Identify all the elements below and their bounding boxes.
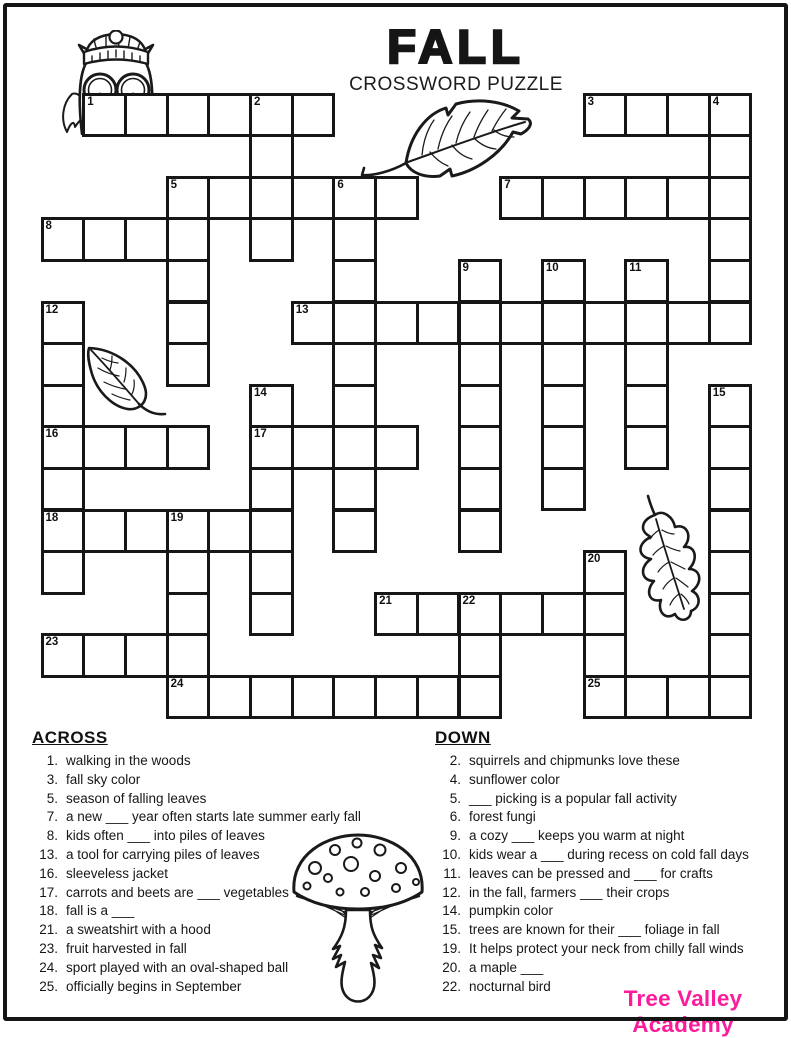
clue-number: 10. [442,846,461,862]
clue-number: 13. [39,846,58,862]
clue-number: 6. [449,809,461,825]
clue-text: trees are known for their ___ foliage in fall [469,922,720,938]
grid-cell[interactable] [41,217,86,262]
grid-cell[interactable] [249,384,294,429]
grid-cell[interactable] [249,550,294,595]
across-header: ACROSS [32,728,108,747]
grid-cell[interactable] [416,301,461,346]
cell-number: 10 [545,261,559,274]
grid-cell[interactable] [207,93,252,138]
clue-item [435,808,787,827]
grid-cell[interactable] [624,675,669,720]
clue-number: 23. [39,940,58,956]
clue-text: forest fungi [469,809,536,825]
cell-number: 1 [87,95,94,108]
grid-cell[interactable] [624,259,669,304]
grid-cell[interactable] [82,425,127,470]
clue-number: 14. [442,903,461,919]
grid-cell[interactable] [207,675,252,720]
grid-cell[interactable] [124,93,169,138]
grid-cell[interactable] [624,176,669,221]
grid-cell[interactable] [249,592,294,637]
grid-cell[interactable] [124,425,169,470]
cell-number: 2 [254,95,261,108]
grid-cell[interactable] [708,550,753,595]
grid-cell[interactable] [708,509,753,554]
grid-cell[interactable] [458,592,503,637]
grid-cell[interactable] [666,176,711,221]
grid-cell[interactable] [458,259,503,304]
grid-cell[interactable] [207,176,252,221]
grid-cell[interactable] [666,93,711,138]
clue-item [435,902,787,921]
grid-cell[interactable] [82,633,127,678]
cell-number: 21 [379,594,392,607]
grid-cell[interactable] [708,134,753,179]
clue-text: a tool for carrying piles of leaves [66,846,260,862]
grid-cell[interactable] [332,217,377,262]
grid-cell[interactable] [291,176,336,221]
grid-cell[interactable] [583,93,628,138]
clue-item [435,846,787,865]
grid-cell[interactable] [166,176,211,221]
grid-cell[interactable] [458,384,503,429]
grid-cell[interactable] [166,550,211,595]
cell-number: 7 [504,178,511,191]
grid-cell[interactable] [166,93,211,138]
grid-cell[interactable] [249,176,294,221]
grid-cell[interactable] [374,301,419,346]
clue-item [32,865,432,884]
grid-cell[interactable] [583,301,628,346]
grid-cell[interactable] [458,509,503,554]
clue-item [435,752,787,771]
grid-cell[interactable] [708,259,753,304]
clue-item [32,921,432,940]
clue-text: a maple ___ [469,959,544,975]
grid-cell[interactable] [541,301,586,346]
grid-cell[interactable] [249,509,294,554]
grid-cell[interactable] [374,425,419,470]
grid-cell[interactable] [332,301,377,346]
grid-cell[interactable] [708,384,753,429]
clue-number: 9. [449,828,461,844]
clue-text: pumpkin color [469,903,554,919]
grid-cell[interactable] [207,509,252,554]
grid-cell[interactable] [541,384,586,429]
grid-cell[interactable] [124,217,169,262]
clue-item [435,921,787,940]
grid-cell[interactable] [583,176,628,221]
clue-text: kids wear a ___ during recess on cold fall days [469,846,749,862]
down-clues-section [435,728,787,996]
clue-number: 3. [46,771,58,787]
grid-cell[interactable] [624,425,669,470]
clue-text: fall is a ___ [66,903,135,919]
across-clues-section [32,728,432,996]
clue-item [435,827,787,846]
grid-cell[interactable] [41,467,86,512]
grid-cell[interactable] [41,425,86,470]
clue-number: 1. [46,753,58,768]
cell-number: 13 [295,303,309,316]
grid-cell[interactable] [249,217,294,262]
clue-number: 5. [449,790,461,806]
grid-cell[interactable] [332,342,377,387]
cell-number: 11 [629,261,642,274]
grid-cell[interactable] [499,176,544,221]
clue-number: 7. [46,809,58,825]
cell-number: 17 [254,428,267,441]
clue-text: officially begins in September [66,978,242,994]
clue-text: a new ___ year often starts late summer early fall [66,809,361,825]
grid-cell[interactable] [666,301,711,346]
cell-number: 22 [462,594,476,607]
clue-number: 17. [39,884,58,900]
grid-cell[interactable] [41,342,86,387]
grid-cell[interactable] [374,176,419,221]
grid-cell[interactable] [708,217,753,262]
grid-cell[interactable] [708,592,753,637]
grid-cell[interactable] [291,675,336,720]
grid-cell[interactable] [249,425,294,470]
grid-cell[interactable] [249,467,294,512]
cell-number: 24 [170,677,184,690]
grid-cell[interactable] [374,675,419,720]
grid-cell[interactable] [166,342,211,387]
grid-cell[interactable] [166,633,211,678]
clue-number: 24. [39,959,58,975]
grid-cell[interactable] [583,633,628,678]
grid-cell[interactable] [82,509,127,554]
grid-cell[interactable] [458,301,503,346]
clue-number: 15. [442,922,461,938]
clue-item [435,790,787,809]
clue-text: walking in the woods [66,753,191,768]
grid-cell[interactable] [458,342,503,387]
cell-number: 9 [462,261,469,274]
oak-leaf-icon [628,494,702,628]
clue-item [32,752,432,771]
cell-number: 6 [337,178,344,191]
clue-item [32,790,432,809]
clue-item [435,959,787,978]
clue-item [32,940,432,959]
grid-cell[interactable] [541,259,586,304]
clue-text: squirrels and chipmunks love these [469,753,680,768]
grid-cell[interactable] [708,633,753,678]
grid-cell[interactable] [416,675,461,720]
cell-number: 8 [45,220,52,233]
clue-item [32,884,432,903]
grid-cell[interactable] [416,592,461,637]
clue-item [32,827,432,846]
grid-cell[interactable] [166,259,211,304]
grid-cell[interactable] [708,301,753,346]
cell-number: 25 [587,677,601,690]
grid-cell[interactable] [708,467,753,512]
grid-cell[interactable] [41,384,86,429]
grid-cell[interactable] [332,259,377,304]
clue-text: sunflower color [469,771,560,787]
clue-number: 12. [442,884,461,900]
grid-cell[interactable] [124,509,169,554]
clue-text: leaves can be pressed and ___ for crafts [469,865,713,881]
cell-number: 5 [170,178,177,191]
grid-cell[interactable] [332,509,377,554]
grid-cell[interactable] [374,592,419,637]
grid-cell[interactable] [249,93,294,138]
clue-text: season of falling leaves [66,790,207,806]
grid-cell[interactable] [541,425,586,470]
clue-number: 20. [442,959,461,975]
clue-item [32,978,432,997]
grid-cell[interactable] [499,301,544,346]
cell-number: 23 [45,636,59,649]
brand-logo-text: Tree Valley Academy [623,986,743,1037]
grid-cell[interactable] [41,633,86,678]
grid-cell[interactable] [541,467,586,512]
grid-cell[interactable] [708,176,753,221]
grid-cell[interactable] [666,675,711,720]
cell-number: 4 [712,95,720,108]
cell-number: 20 [587,553,601,566]
clue-item [32,771,432,790]
down-clue-list [435,752,787,996]
grid-cell[interactable] [541,176,586,221]
page-title: FALL [387,20,525,73]
grid-cell[interactable] [332,467,377,512]
grid-cell[interactable] [708,425,753,470]
birch-leaf-icon [82,344,168,424]
clue-text: It helps protect your neck from chilly fall winds [469,940,744,956]
clue-item [435,940,787,959]
grid-cell[interactable] [332,384,377,429]
cell-number: 14 [254,386,267,399]
clue-number: 19. [442,940,461,956]
grid-cell[interactable] [541,592,586,637]
cell-number: 16 [45,428,59,441]
clue-item [435,884,787,903]
grid-cell[interactable] [624,93,669,138]
clue-text: sport played with an oval-shaped ball [66,959,289,975]
page-subtitle: CROSSWORD PUZZLE [349,74,563,95]
grid-cell[interactable] [583,550,628,595]
down-header: DOWN [435,728,491,747]
grid-cell[interactable] [458,425,503,470]
clue-number: 11. [443,865,461,881]
clue-text: in the fall, farmers ___ their crops [469,884,670,900]
grid-cell[interactable] [41,301,86,346]
clue-text: a sweatshirt with a hood [66,922,211,938]
grid-cell[interactable] [166,675,211,720]
cell-number: 15 [712,386,726,399]
grid-cell[interactable] [332,425,377,470]
clue-item [32,808,432,827]
grid-cell[interactable] [458,633,503,678]
grid-cell[interactable] [583,675,628,720]
grid-cell[interactable] [458,675,503,720]
grid-cell[interactable] [541,342,586,387]
grid-cell[interactable] [624,384,669,429]
grid-cell[interactable] [624,342,669,387]
grid-cell[interactable] [624,301,669,346]
grid-cell[interactable] [249,675,294,720]
grid-cell[interactable] [166,592,211,637]
clue-text: a cozy ___ keeps you warm at night [469,828,685,844]
grid-cell[interactable] [166,509,211,554]
clue-number: 4. [449,771,461,787]
grid-cell[interactable] [41,550,86,595]
clue-number: 16. [39,865,58,881]
clue-item [32,959,432,978]
grid-cell[interactable] [291,425,336,470]
grid-cell[interactable] [82,93,127,138]
clue-number: 2. [449,753,461,768]
clue-text: fall sky color [66,771,141,787]
grid-cell[interactable] [166,425,211,470]
clue-number: 25. [39,978,58,994]
cell-number: 18 [45,511,59,524]
grid-cell[interactable] [291,93,336,138]
grid-cell[interactable] [82,217,127,262]
grid-cell[interactable] [166,217,211,262]
clue-number: 5. [46,790,58,806]
grid-cell[interactable] [708,675,753,720]
clue-item [435,865,787,884]
clue-text: carrots and beets are ___ vegetables [66,884,289,900]
grid-cell[interactable] [499,592,544,637]
cell-number: 12 [45,303,59,316]
grid-cell[interactable] [332,675,377,720]
grid-cell[interactable] [166,301,211,346]
clue-text: nocturnal bird [469,978,551,994]
grid-cell[interactable] [249,134,294,179]
grid-cell[interactable] [124,633,169,678]
clue-item [32,846,432,865]
clue-number: 21. [39,922,58,938]
clue-number: 8. [46,828,58,844]
cell-number: 19 [170,511,184,524]
grid-cell[interactable] [458,467,503,512]
title-block [300,22,612,96]
clue-number: 18. [39,903,58,919]
grid-cell[interactable] [583,592,628,637]
across-clue-list [32,752,432,996]
grid-cell[interactable] [332,176,377,221]
grid-cell[interactable] [41,509,86,554]
clue-number: 22. [442,978,461,994]
clue-text: sleeveless jacket [66,865,169,881]
grid-cell[interactable] [291,301,336,346]
clue-item [32,902,432,921]
cell-number: 3 [587,95,594,108]
grid-cell[interactable] [708,93,753,138]
clue-item [435,771,787,790]
clue-text: ___ picking is a popular fall activity [469,790,677,806]
clue-text: fruit harvested in fall [66,940,187,956]
clue-text: kids often ___ into piles of leaves [66,828,265,844]
